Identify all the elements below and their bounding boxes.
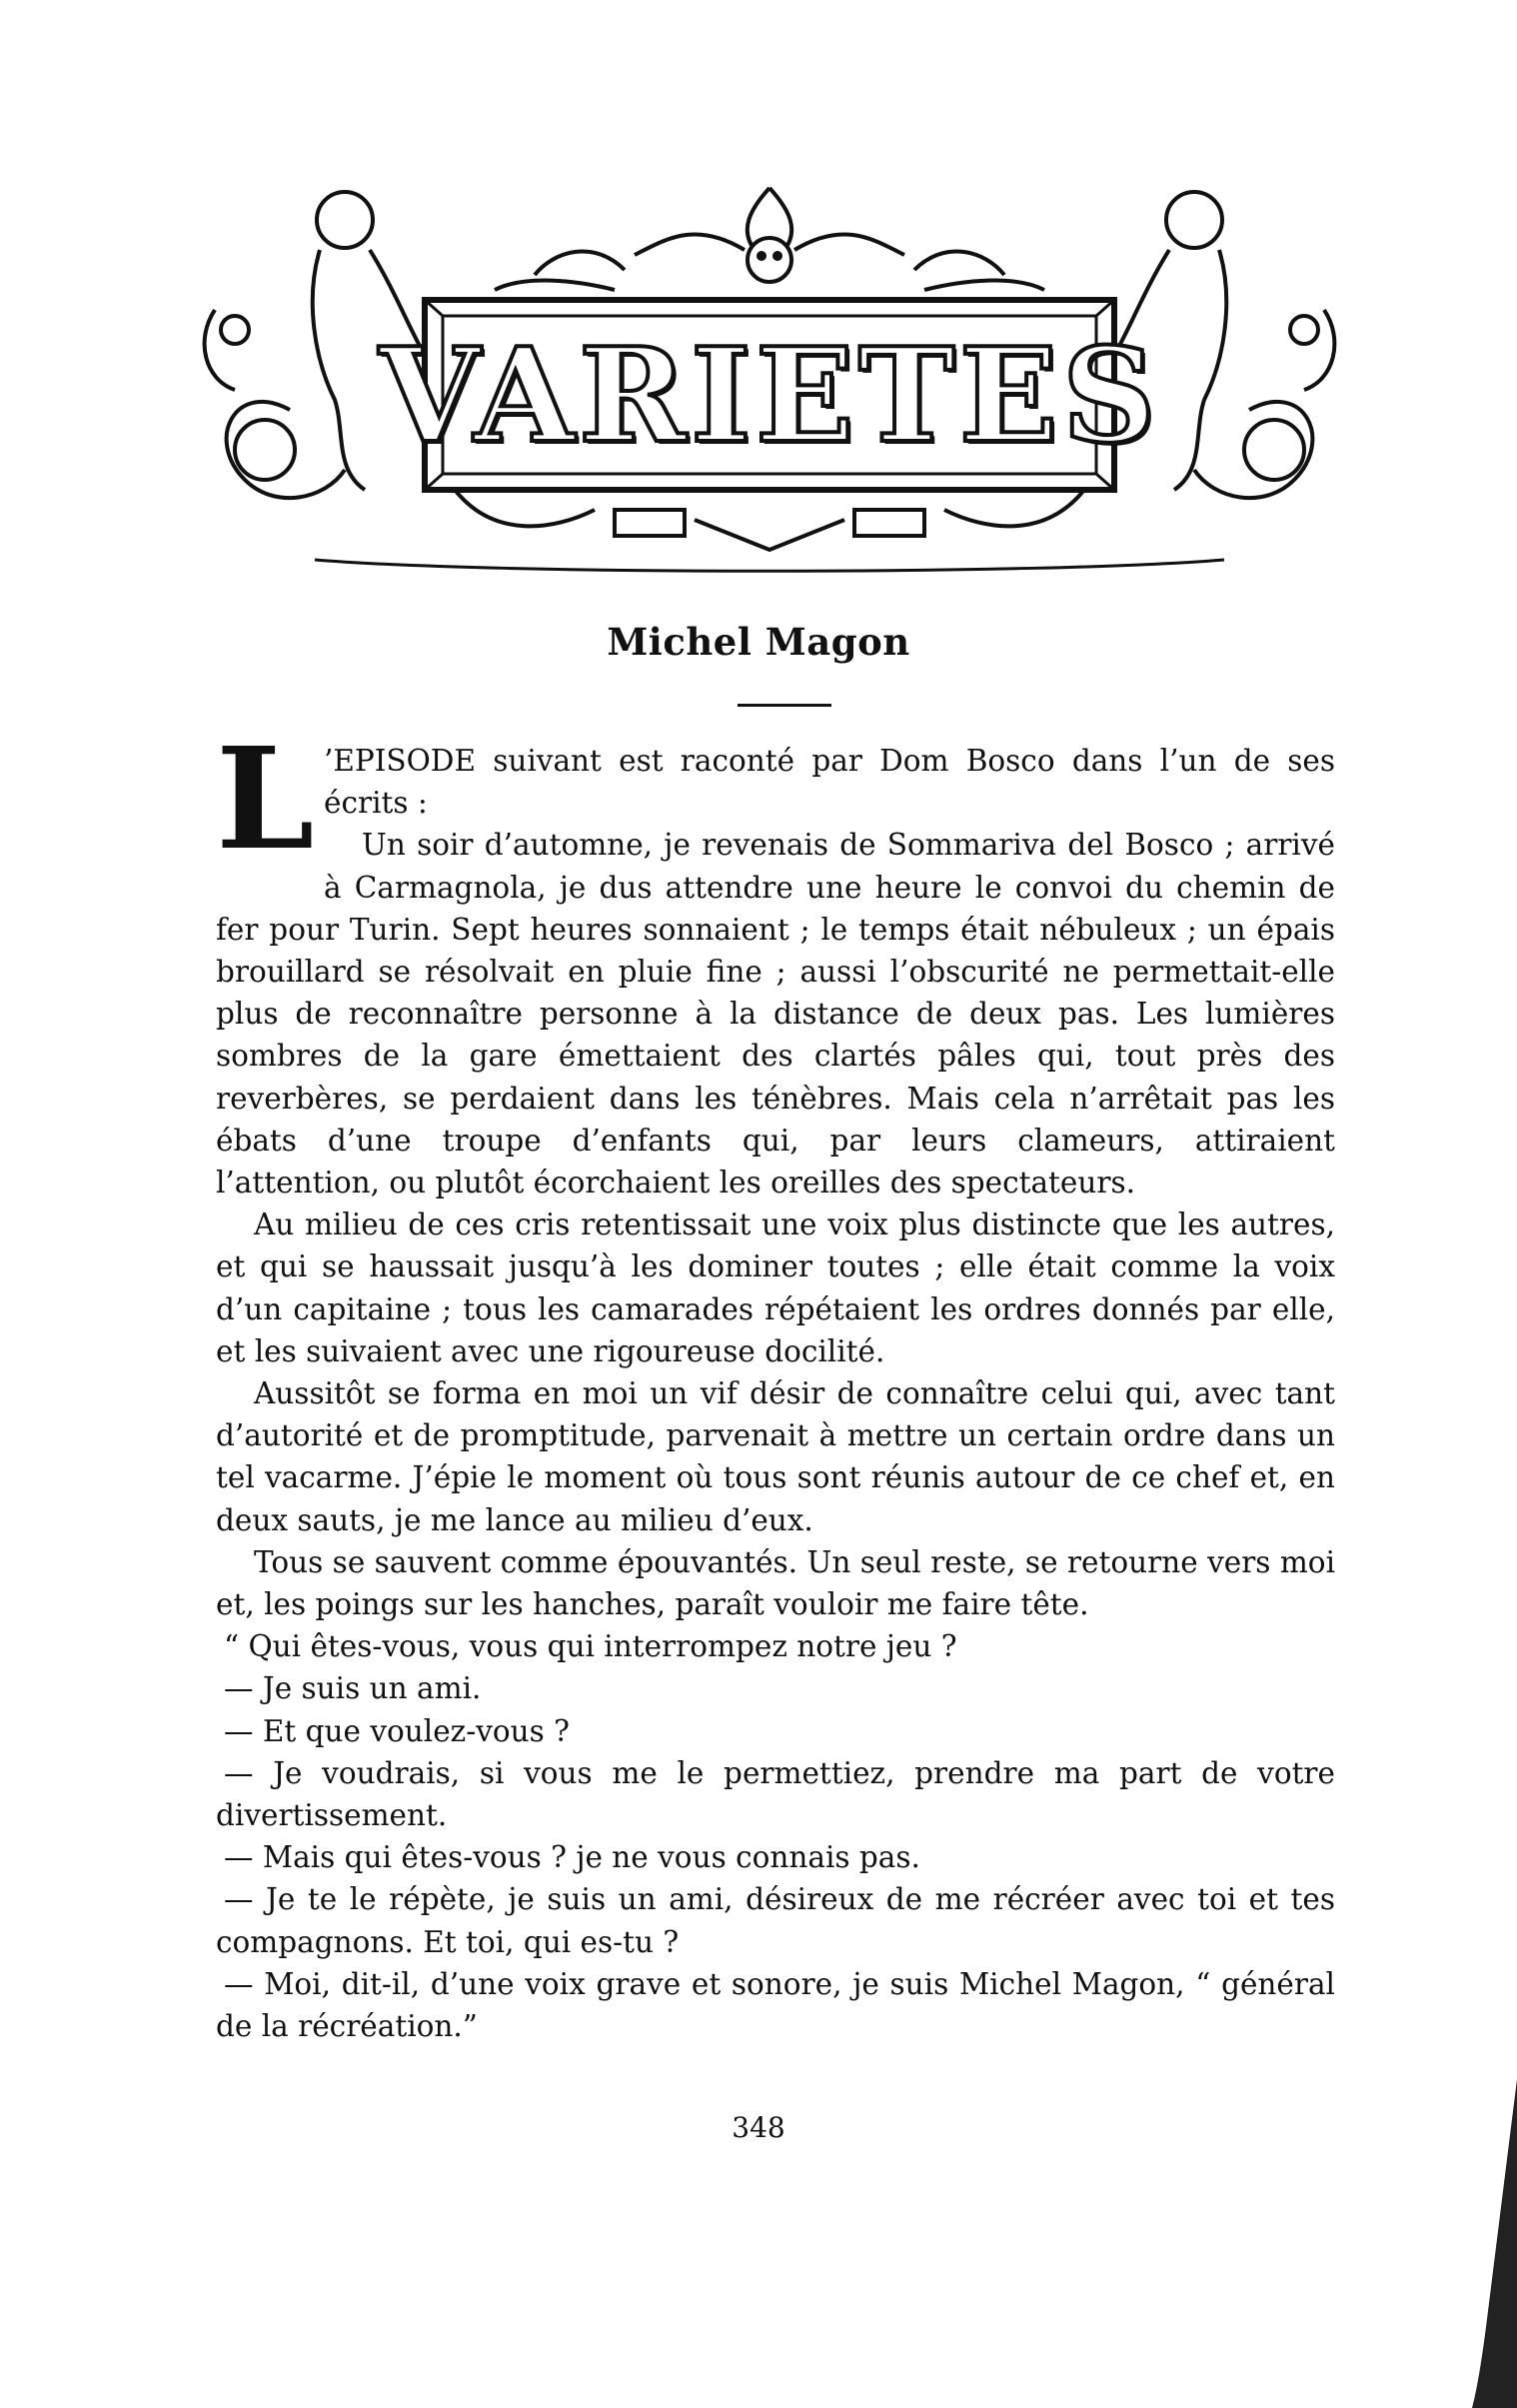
- header-ornament: [195, 180, 1344, 590]
- article-title: Michel Magon: [607, 620, 910, 664]
- paragraph: Au milieu de ces cris retentissait une voix plus distincte que les autres, et qui se haussait jusqu’à les dominer toutes ; elle était comme la voix d’un capitaine ; tous les camarades répétaient les ordres donnés par elle, et les suivaient avec une rigoureuse docilité.: [216, 1207, 1335, 1368]
- dialogue-line: “ Qui êtes-vous, vous qui interrompez notre jeu ?: [224, 1629, 957, 1664]
- dialogue-line: — Moi, dit-il, d’une voix grave et sonore, je suis Michel Magon, “ général de la récréation.”: [216, 1966, 1335, 2044]
- article-body: [216, 718, 1335, 2047]
- dialogue-line: — Je voudrais, si vous me le permettiez, prendre ma part de votre divertissement.: [216, 1755, 1335, 1833]
- drop-cap: [216, 718, 315, 882]
- paragraph: Un soir d’automne, je revenais de Sommariva del Bosco ; arrivé à Carmagnola, je dus attendre une heure le convoi du chemin de fer pour Turin. Sept heures sonnaient ; le temps était nébuleux ; un épais brouillard se résolvait en pluie fine ; aussi l’obscurité ne permettait-elle plus de reconnaître personne à la distance de deux pas. Les lumières sombres de la gare émettaient des clartés pâles qui, tout près des reverbères, se perdaient dans les ténèbres. Mais cela n’arrêtait pas les ébats d’une troupe d’enfants qui, par leurs clameurs, attiraient l’attention, ou plutôt écorchaient les oreilles des spectateurs.: [216, 828, 1335, 1201]
- dialogue-line: — Je suis un ami.: [224, 1671, 482, 1706]
- page-number: 348: [732, 2111, 785, 2144]
- dialogue-line: — Et que voulez-vous ?: [224, 1713, 570, 1748]
- first-lines: ’EPISODE suivant est raconté par Dom Bosco dans l’un de ses écrits :: [324, 744, 1335, 821]
- drop-cap-letter: L: [216, 718, 315, 882]
- banner-title: VARIETES: [379, 318, 1160, 472]
- paragraph: Tous se sauvent comme épouvantés. Un seul reste, se retourne vers moi et, les poings sur les hanches, paraît vouloir me faire tête.: [216, 1544, 1335, 1622]
- dialogue-line: — Je te le répète, je suis un ami, désireux de me récréer avec toi et tes compagnons. Et toi, qui es-tu ?: [216, 1882, 1335, 1959]
- dialogue-line: — Mais qui êtes-vous ? je ne vous connais pas.: [224, 1840, 920, 1875]
- scan-edge-shadow: [1457, 2079, 1517, 2408]
- paragraph: Aussitôt se forma en moi un vif désir de connaître celui qui, avec tant d’autorité et de promptitude, parvenait à mettre un certain ordre dans un tel vacarme. J’épie le moment où tous sont réunis autour de ce chef et, en deux sauts, je me lance au milieu d’eux.: [216, 1376, 1335, 1537]
- title-rule: [738, 704, 831, 707]
